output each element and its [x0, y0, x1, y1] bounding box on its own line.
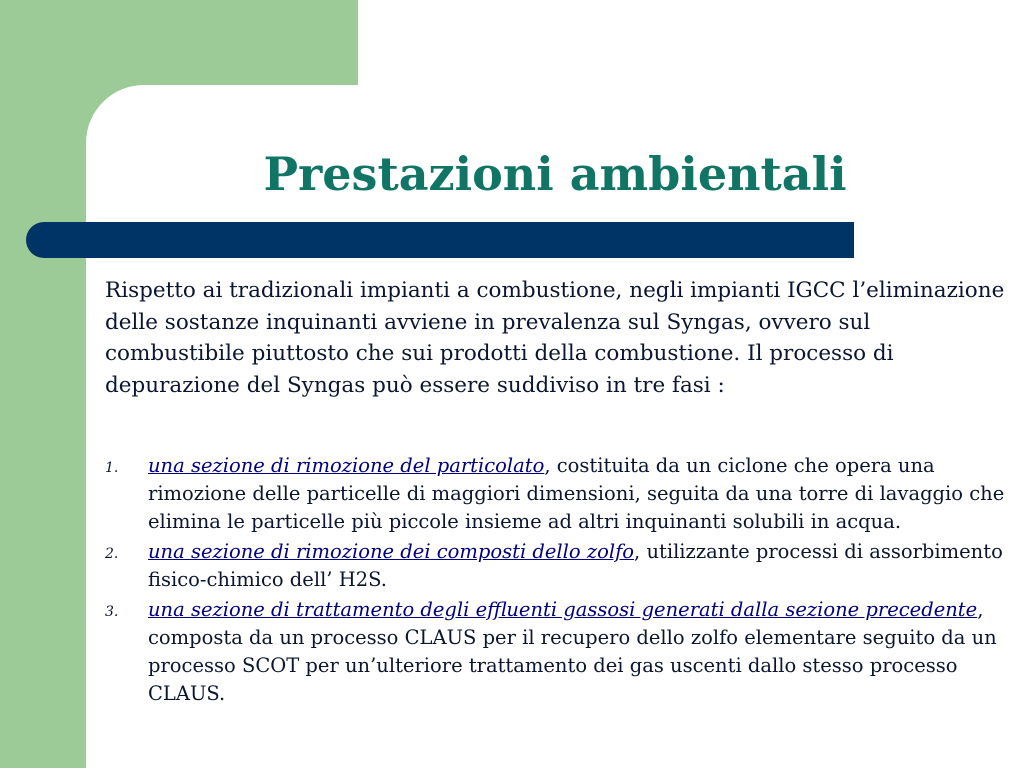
phase-number: 3. [105, 604, 119, 620]
phase-number: 2. [105, 546, 119, 562]
phase-number: 1. [105, 460, 119, 476]
phase-item-1 [105, 452, 1011, 536]
phase-link-gas-effluent-treatment[interactable]: una sezione di trattamento degli effluenti gassosi generati dalla sezione precedente [148, 598, 978, 621]
title-underline-bar [26, 222, 854, 258]
phase-text [148, 452, 1011, 536]
phase-description: , costituita da un ciclone che opera una rimozione delle particelle di maggiori dimensioni, seguita da una torre di lavaggio che elimina le particelle più piccole insieme ad altri inquinanti solubili in acqua. [148, 454, 1005, 533]
slide-title: Prestazioni ambientali [263, 147, 847, 201]
intro-paragraph: Rispetto ai tradizionali impianti a combustione, negli impianti IGCC l’eliminazione delle sostanze inquinanti avviene in prevalenza sul Syngas, ovvero sul combustibile piuttosto che sui prodotti della combustione. Il processo di depurazione del Syngas può essere suddiviso in tre fasi : [105, 278, 1005, 398]
phase-item-3 [105, 596, 1011, 708]
phase-description: , utilizzante processi di assorbimento fisico-chimico dell’ H2S. [148, 540, 1003, 591]
phases-list [105, 452, 1011, 710]
phase-link-sulfur-compounds-removal[interactable]: una sezione di rimozione dei composti dello zolfo [148, 540, 635, 563]
phase-link-particulate-removal[interactable]: una sezione di rimozione del particolato [148, 454, 545, 477]
phase-description: , composta da un processo CLAUS per il recupero dello zolfo elementare seguito da un processo SCOT per un’ulteriore trattamento dei gas uscenti dallo stesso processo CLAUS. [148, 598, 997, 705]
phase-item-2 [105, 538, 1011, 594]
phase-text [148, 596, 1011, 708]
phase-text [148, 538, 1011, 594]
